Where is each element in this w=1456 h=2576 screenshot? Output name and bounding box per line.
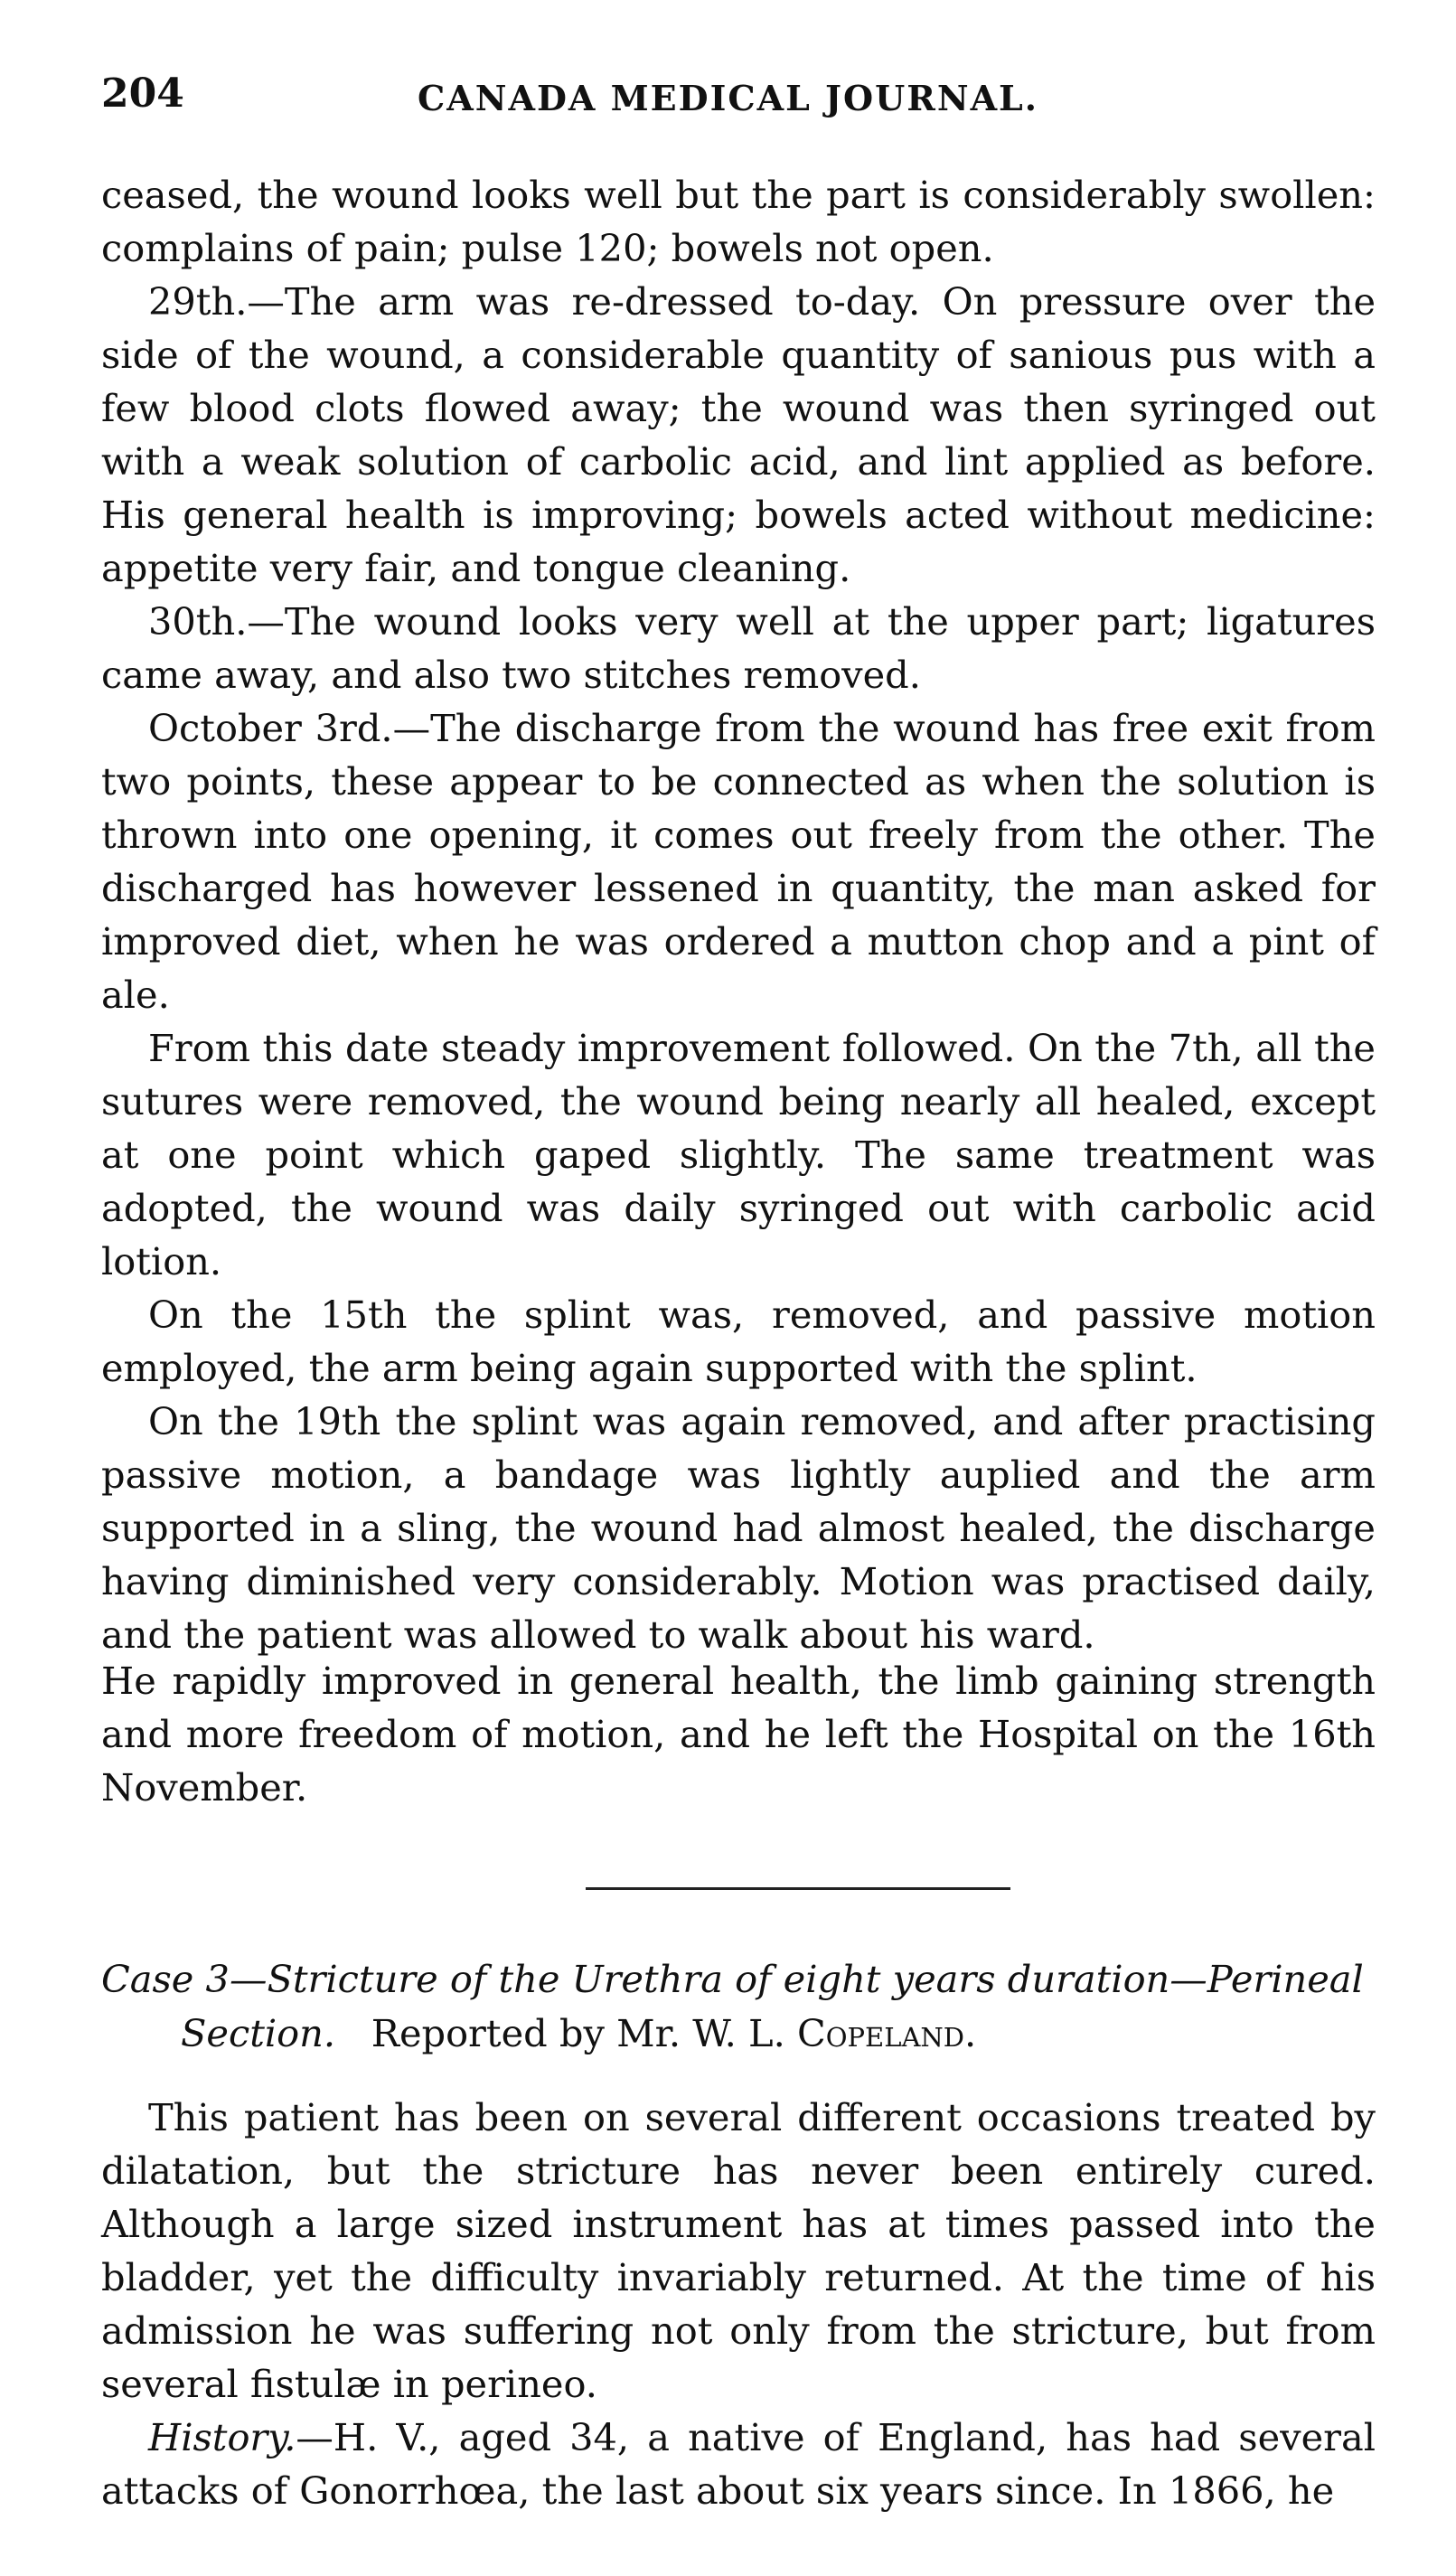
reporter-name: Copeland. [797, 2011, 977, 2055]
text-block-part1 [101, 168, 1376, 1661]
history-label: History. [148, 2415, 296, 2459]
paragraph: 30th.—The wound looks very well at the upper part; ligatures came away, and also two stitches removed. [101, 599, 1376, 697]
paragraph: He rapidly improved in general health, the limb gaining strength and more freedom of motion, and he left the Hospital on the 16th November. [101, 1659, 1376, 1810]
case-heading [101, 1952, 1376, 2061]
case-title: Case 3—Stricture of the Urethra of eight years duration—Perineal [101, 1957, 1364, 2001]
paragraph: On the 19th the splint was again removed, and after practising passive motion, a bandage was lightly auplied and the arm supported in a sling, the wound had almost healed, the discharge having diminished very considerably. Motion was practised daily, and the patient was allowed to walk about his ward. [101, 1399, 1376, 1657]
case-title-continued: Section. [181, 2011, 336, 2055]
section-divider [586, 1887, 1010, 1890]
history-paragraph [101, 2411, 1376, 2517]
history-text: —H. V., aged 34, a native of England, has had several attacks of Gonorrhœa, the last about six years since. In 1866, he [101, 2415, 1376, 2513]
journal-title: CANADA MEDICAL JOURNAL. [418, 78, 1039, 118]
paragraph: ceased, the wound looks well but the part is considerably swollen: complains of pain; pulse 120; bowels not open. [101, 173, 1376, 270]
paragraph: On the 15th the splint was, removed, and passive motion employed, the arm being again supported with the splint. [101, 1293, 1376, 1390]
paragraph: 29th.—The arm was re-dressed to-day. On pressure over the side of the wound, a considerable quantity of sanious pus with a few blood clots flowed away; the wound was then syringed out with a weak solution of carbolic acid, and lint applied as before. His general health is improving; bowels acted without medicine: appetite very fair, and tongue cleaning. [101, 279, 1376, 590]
page-number: 204 [101, 71, 184, 117]
page-header [101, 71, 1385, 125]
paragraph: From this date steady improvement followed. On the 7th, all the sutures were removed, the wound being nearly all healed, except at one point which gaped slightly. The same treatment was adopted, the wound was daily syringed out with carbolic acid lotion. [101, 1026, 1376, 1283]
reported-by: Reported by Mr. W. L. [371, 2011, 785, 2055]
text-block-part3 [101, 2091, 1376, 2517]
paragraph: October 3rd.—The discharge from the wound has free exit from two points, these appear to be connected as when the solution is thrown into one opening, it comes out freely from the other. The discharged has however lessened in quantity, the man asked for improved diet, when he was ordered a mutton chop and a pint of ale. [101, 706, 1376, 1017]
text-block-part2 [101, 1654, 1376, 1814]
paragraph: This patient has been on several different occasions treated by dilatation, but the stricture has never been entirely cured. Although a large sized instrument has at times passed into the bladder, yet the difficulty invariably returned. At the time of his admission he was suffering not only from the stricture, but from several fistulæ in perineo. [101, 2095, 1376, 2406]
